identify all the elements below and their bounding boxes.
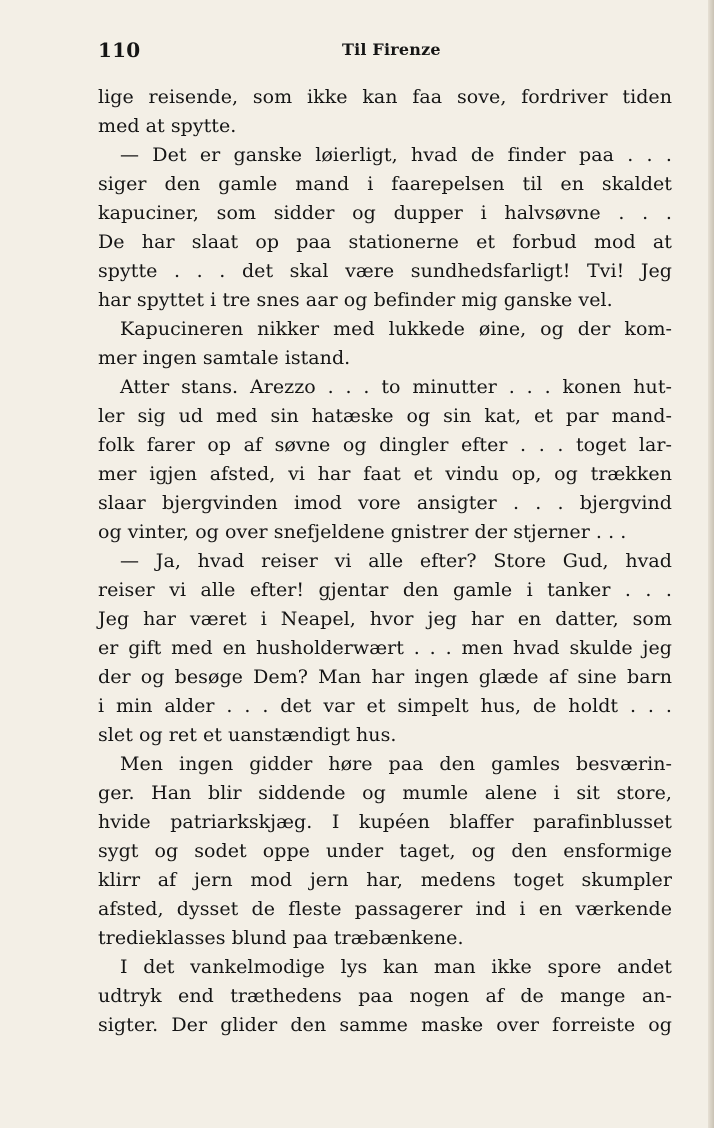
text-line: afsted, dysset de fleste passagerer ind i en værkende [98,898,672,920]
text-line: Kapucineren nikker med lukkede øine, og der kom- [120,318,672,340]
text-line: ger. Han blir siddende og mumle alene i sit store, [98,782,672,804]
text-line: De har slaat op paa stationerne et forbud mod at [98,231,672,253]
page-edge [708,0,714,1128]
text-line: er gift med en husholderwært . . . men hvad skulde jeg [98,637,672,659]
text-line: der og besøge Dem? Man har ingen glæde af sine barn [98,666,672,688]
text-line: Men ingen gidder høre paa den gamles besværin- [120,753,672,775]
text-line: siger den gamle mand i faarepelsen til en skaldet [98,173,672,195]
text-line: klirr af jern mod jern har, medens toget skumpler [98,869,672,891]
text-line: ler sig ud med sin hatæske og sin kat, et par mand- [98,405,672,427]
text-line: folk farer op af søvne og dingler efter . . . toget lar- [98,434,672,456]
text-line: og vinter, og over snefjeldene gnistrer der stjerner . . . [98,521,627,543]
text-line: tredieklasses blund paa træbænkene. [98,927,464,949]
text-line: udtryk end træthedens paa nogen af de mange an- [98,985,672,1007]
running-head [98,38,672,60]
text-line: — Ja, hvad reiser vi alle efter? Store Gud, hvad [120,550,672,572]
text-line: reiser vi alle efter! gjentar den gamle i tanker . . . [98,579,672,601]
text-line: sygt og sodet oppe under taget, og den ensformige [98,840,672,862]
chapter-title: Til Firenze [342,40,441,59]
text-line: mer ingen samtale istand. [98,347,351,369]
text-line: Jeg har været i Neapel, hvor jeg har en datter, som [98,608,672,630]
body-text [98,83,672,1040]
text-line: I det vankelmodige lys kan man ikke spore andet [120,956,672,978]
text-line: sigter. Der glider den samme maske over forreiste og [98,1014,672,1036]
text-line: kapuciner, som sidder og dupper i halvsøvne . . . [98,202,672,224]
text-line: — Det er ganske løierligt, hvad de finder paa . . . [120,144,672,166]
text-line: Atter stans. Arezzo . . . to minutter . . . konen hut- [120,376,672,398]
text-line: mer igjen afsted, vi har faat et vindu op, og trækken [98,463,672,485]
text-line: slaar bjergvinden imod vore ansigter . . . bjergvind [98,492,672,514]
text-line: i min alder . . . det var et simpelt hus, de holdt . . . [98,695,672,717]
text-line: lige reisende, som ikke kan faa sove, fordriver tiden [98,86,672,108]
text-line: hvide patriarkskjæg. I kupéen blaffer parafinblusset [98,811,672,833]
text-line: slet og ret et uanstændigt hus. [98,724,397,746]
page-number: 110 [98,38,141,62]
text-line: med at spytte. [98,115,237,137]
text-line: spytte . . . det skal være sundhedsfarligt! Tvi! Jeg [98,260,672,282]
text-line: har spyttet i tre snes aar og befinder mig ganske vel. [98,289,613,311]
